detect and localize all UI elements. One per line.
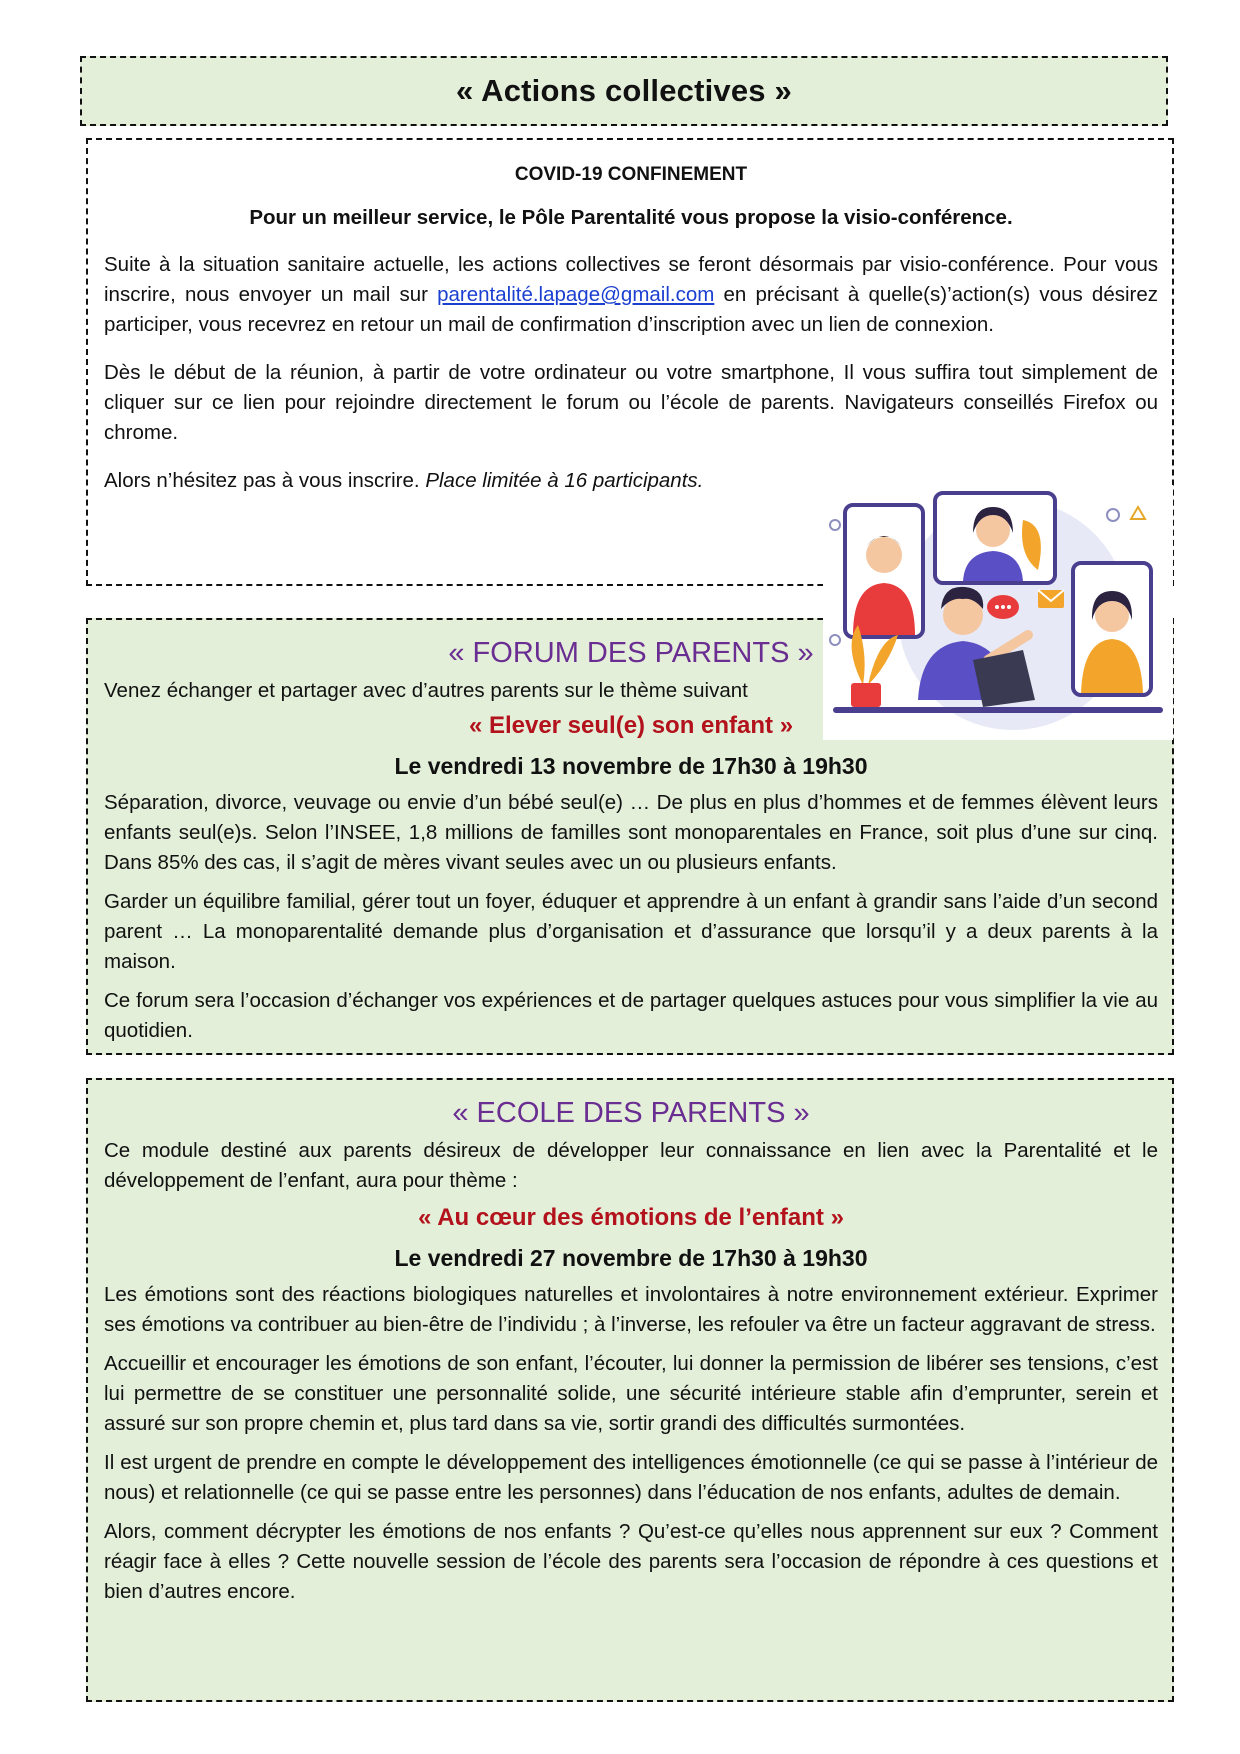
- covid-heading: COVID-19 CONFINEMENT: [514, 164, 748, 185]
- bubble-dot: [995, 605, 999, 609]
- ecole-paragraph-1: Les émotions sont des réactions biologiques naturelles et involontaires à notre environnement extérieur. Exprimer ses émotions va contribuer au bien-être de l’individu ; à l’inverse, les refouler va être un facteur aggravant de stress.: [104, 1283, 1158, 1336]
- ecole-paragraph-4: Alors, comment décrypter les émotions de nos enfants ? Qu’est-ce qu’elles nous apprennent sur eux ? Comment réagir face à elles ? Cette nouvelle session de l’école des parents sera l’occasion de répondre à ces questions et bien d’autres encore.: [104, 1520, 1158, 1603]
- covid-paragraph-2: Dès le début de la réunion, à partir de votre ordinateur ou votre smartphone, Il vous suffira tout simplement de cliquer sur ce lien pour rejoindre directement le forum ou l’école de parents. Navigateurs conseillés Firefox ou chrome.: [104, 361, 1158, 444]
- forum-theme: « Elever seul(e) son enfant »: [468, 712, 794, 739]
- page-title: « Actions collectives »: [456, 73, 792, 108]
- email-link[interactable]: parentalité.lapage@gmail.com: [437, 283, 715, 306]
- covid-p1-start: Suite à la situation sanitaire actuelle, les actions collectives se feront désormais par visio-conférence. Pour vous inscrire, nous envoyer un mail sur: [104, 253, 1158, 306]
- covid-p1-end: en précisant à quelle(s)’action(s) vous désirez participer, vous recevrez en retour un mail de confirmation d’inscription avec un lien de connexion.: [104, 283, 1158, 336]
- ecole-section: [86, 1078, 1174, 1702]
- forum-date: Le vendredi 13 novembre de 17h30 à 19h30: [394, 753, 868, 779]
- ecole-paragraph-3: Il est urgent de prendre en compte le développement des intelligences émotionnelle (ce qui se passe à l’intérieur de nous) et relationnelle (ce qui se passe entre les personnes) dans l’éducation de nos enfants, adultes de demain.: [104, 1451, 1158, 1504]
- ecole-date: Le vendredi 27 novembre de 17h30 à 19h30: [394, 1245, 868, 1271]
- person-face: [866, 537, 902, 573]
- ecole-theme: « Au cœur des émotions de l’enfant »: [418, 1204, 844, 1231]
- forum-paragraph-1: Séparation, divorce, veuvage ou envie d’un bébé seul(e) … De plus en plus d’hommes et de femmes élèvent leurs enfants seul(e)s. Selon l’INSEE, 1,8 millions de familles sont monoparentales en France, soit plus d’une sur cinq. Dans 85% des cas, il s’agit de mères vivant seules avec un ou plusieurs enfants.: [104, 791, 1158, 874]
- forum-paragraph-2: Garder un équilibre familial, gérer tout un foyer, éduquer et apprendre à un enfant à grandir sans l’aide d’un second parent … La monoparentalité demande plus d’organisation et d’assurance que lorsqu’il y a deux parents à la maison.: [104, 890, 1158, 973]
- forum-intro: Venez échanger et partager avec d’autres parents sur le thème suivant: [104, 679, 748, 702]
- desk-line: [833, 707, 1163, 713]
- bubble-dot: [1001, 605, 1005, 609]
- video-conference-illustration: [823, 485, 1173, 740]
- bubble-dot: [1007, 605, 1011, 609]
- title-banner: [80, 56, 1168, 126]
- covid-p3-italic: Place limitée à 16 participants.: [425, 469, 704, 492]
- covid-subheading: Pour un meilleur service, le Pôle Parentalité vous propose la visio-conférence.: [249, 206, 1013, 229]
- forum-paragraph-3: Ce forum sera l’occasion d’échanger vos expériences et de partager quelques astuces pour vous simplifier la vie au quotidien.: [104, 989, 1158, 1042]
- ecole-title: « ECOLE DES PARENTS »: [452, 1097, 810, 1129]
- ecole-intro: Ce module destiné aux parents désireux de développer leur connaissance en lien avec la Parentalité et le développement de l’enfant, aura pour thème :: [104, 1139, 1158, 1192]
- plant-pot-icon: [851, 683, 881, 707]
- covid-paragraph-1: [104, 250, 1158, 340]
- ecole-paragraph-2: Accueillir et encourager les émotions de son enfant, l’écouter, lui donner la permission de libérer ses tensions, c’est lui permettre de se constituer une personnalité solide, une sécurité intérieure stable afin d’emprunter, serein et assuré sur son propre chemin et, plus tard dans sa vie, sortir grandi des difficultés surmontées.: [104, 1352, 1158, 1435]
- covid-p3-start: Alors n’hésitez pas à vous inscrire.: [104, 469, 426, 492]
- forum-title: « FORUM DES PARENTS »: [448, 637, 814, 669]
